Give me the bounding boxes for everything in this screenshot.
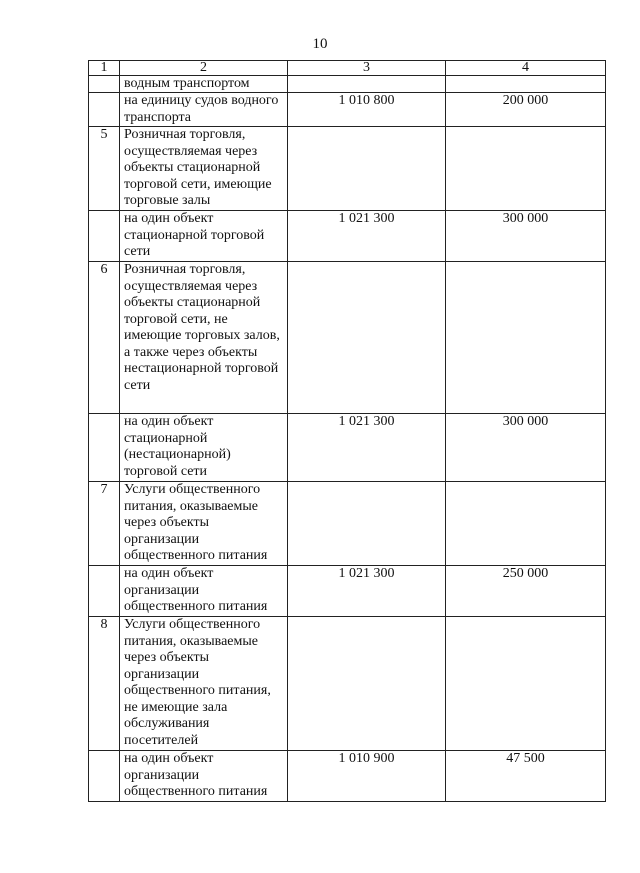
row-description: водным транспортом — [120, 76, 288, 93]
row-value-col4: 47 500 — [446, 751, 606, 802]
row-value-col4 — [446, 127, 606, 211]
row-description: на один объект стационарной торговой сети — [120, 211, 288, 262]
row-description: Розничная торговля, осуществляемая через объекты стационарной торговой сети, имеющие торговые залы — [120, 127, 288, 211]
column-header: 1 — [89, 61, 120, 76]
row-number: 7 — [89, 482, 120, 566]
row-value-col3 — [288, 262, 446, 414]
row-description: на один объект стационарной (нестационарной) торговой сети — [120, 414, 288, 482]
row-number — [89, 211, 120, 262]
column-header: 2 — [120, 61, 288, 76]
row-number — [89, 414, 120, 482]
row-description: Услуги общественного питания, оказываемые через объекты организации общественного питания, не имеющие зала обслуживания посетителей — [120, 617, 288, 751]
row-value-col3: 1 021 300 — [288, 414, 446, 482]
table-row — [89, 617, 606, 751]
row-number: 8 — [89, 617, 120, 751]
row-value-col4 — [446, 76, 606, 93]
table-row — [89, 76, 606, 93]
row-value-col4: 300 000 — [446, 211, 606, 262]
row-value-col4 — [446, 262, 606, 414]
row-value-col3 — [288, 127, 446, 211]
row-description: на единицу судов водного транспорта — [120, 93, 288, 127]
row-description: на один объект организации общественного питания — [120, 751, 288, 802]
page-number: 10 — [312, 36, 328, 52]
row-value-col3: 1 021 300 — [288, 566, 446, 617]
row-value-col3 — [288, 482, 446, 566]
row-value-col4 — [446, 482, 606, 566]
row-number: 6 — [89, 262, 120, 414]
row-number — [89, 76, 120, 93]
table-row — [89, 93, 606, 127]
table-row — [89, 751, 606, 802]
row-value-col4: 200 000 — [446, 93, 606, 127]
row-number — [89, 566, 120, 617]
row-number — [89, 93, 120, 127]
column-header: 4 — [446, 61, 606, 76]
row-value-col4: 250 000 — [446, 566, 606, 617]
table-row — [89, 262, 606, 414]
row-value-col3 — [288, 76, 446, 93]
row-description: Розничная торговля, осуществляемая через объекты стационарной торговой сети, не имеющие торговых залов, а также через объекты нестационарной торговой сети — [120, 262, 288, 414]
row-value-col3: 1 010 900 — [288, 751, 446, 802]
row-description: на один объект организации общественного питания — [120, 566, 288, 617]
row-value-col4 — [446, 617, 606, 751]
row-value-col3: 1 010 800 — [288, 93, 446, 127]
table-row — [89, 482, 606, 566]
table-row — [89, 211, 606, 262]
column-header: 3 — [288, 61, 446, 76]
row-number: 5 — [89, 127, 120, 211]
row-description: Услуги общественного питания, оказываемые через объекты организации общественного питания — [120, 482, 288, 566]
table-row — [89, 414, 606, 482]
table-row — [89, 566, 606, 617]
row-value-col3: 1 021 300 — [288, 211, 446, 262]
row-number — [89, 751, 120, 802]
table-header-row — [89, 61, 606, 76]
row-value-col4: 300 000 — [446, 414, 606, 482]
table-row — [89, 127, 606, 211]
tax-rates-table — [88, 60, 606, 802]
row-value-col3 — [288, 617, 446, 751]
